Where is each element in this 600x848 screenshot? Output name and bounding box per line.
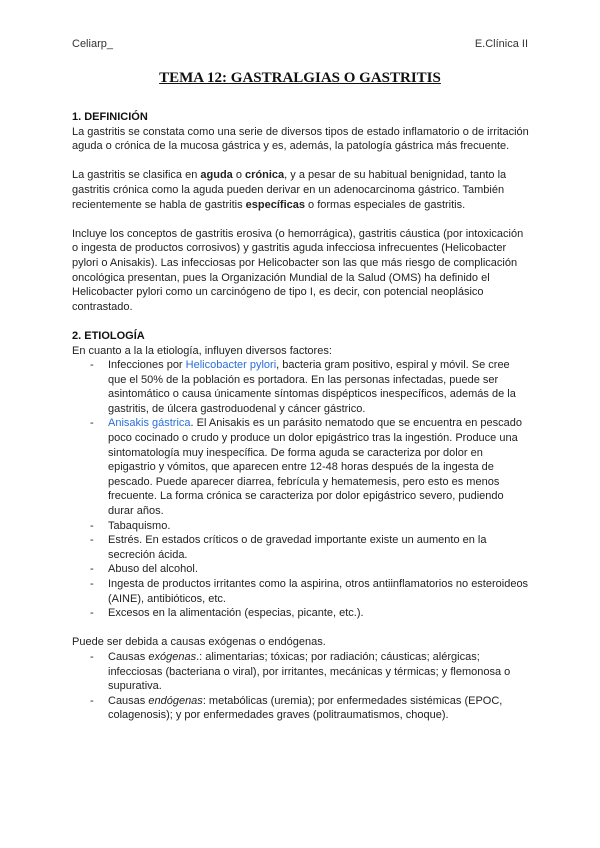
anisakis-link[interactable]: Anisakis gástrica: [108, 417, 191, 430]
list-item: [72, 533, 530, 562]
list-item: [72, 416, 530, 518]
text-span: .: alimentarias; tóxicas; por radiación; cáusticas; alérgicas; infecciosas (bacteriana o viral), por irritantes, mecánicas y térmicas; y flemonosa o supurativa.: [108, 650, 511, 693]
bold-term-cronica: crónica: [245, 169, 285, 182]
text-span: . El Anisakis es un parásito nematodo que se encuentra en pescado poco cocinado o crudo y produce un dolor epigástrico tras la ingestión. Produce una sintomatología muy inespecífica. De forma aguda se caracteriza por dolor en epigastrio y vómitos, que aparecen entre 12-48 horas después de la ingesta de pescado. Puede aparecer diarrea, febrícula y hematemesis, pero esto es menos frecuente. La forma crónica se caracteriza por dolor epigástrico severo, pudiendo durar años.: [108, 417, 522, 518]
definicion-paragraph-2: [72, 168, 530, 212]
etiologia-factor-list: [72, 358, 530, 621]
text-span: , bacteria gram positivo, espiral y móvil. Se cree que el 50% de la población es portadora. En las personas infectadas, puede ser asintomático o causa únicamente síntomas dispépticos inespecíficos, además de la gastritis, de úlcera gastroduodenal y cáncer gástrico.: [108, 359, 516, 415]
text-span: La gastritis se clasifica en: [72, 169, 201, 182]
dash-bullet: -: [90, 694, 94, 707]
text-span: o: [232, 169, 246, 182]
text-span: Infecciones por: [108, 359, 186, 372]
italic-term-endogenas: endógenas: [148, 694, 203, 707]
header-right: E.Clínica II: [474, 38, 528, 50]
bold-term-aguda: aguda: [200, 169, 233, 182]
text-span: o formas especiales de gastritis.: [304, 198, 466, 211]
document-title: TEMA 12: GASTRALGIAS O GASTRITIS: [159, 70, 441, 86]
definicion-paragraph-3: Incluye los conceptos de gastritis erosiva (o hemorrágica), gastritis cáustica (por intoxicación o ingesta de productos corrosivos) y gastritis aguda infecciosa infrecuentes (Helicobacter pylori o Anisakis). Las infecciosas por Helicobacter son las que más riesgo de complicación oncológica presentan, pues la Organización Mundial de la Salud (OMS) ha definido el Helicobacter pylori como un carcinógeno de tipo I, es decir, con potencial neoplásico contrastado.: [72, 227, 524, 313]
bold-term-especificas: específicas: [245, 198, 305, 211]
dash-bullet: -: [90, 359, 94, 372]
list-item: [72, 606, 530, 621]
text-span: Estrés. En estados críticos o de gravedad importante existe un aumento en la secreción ácida.: [108, 534, 487, 561]
list-item: [72, 358, 530, 416]
dash-bullet: -: [90, 578, 94, 590]
dash-bullet: -: [90, 534, 94, 547]
text-span: Tabaquismo.: [108, 519, 171, 532]
list-item: [72, 577, 530, 606]
etiologia-intro: En cuanto a la la etiología, influyen diversos factores:: [72, 344, 332, 357]
section-heading-definicion: 1. DEFINICIÓN: [72, 111, 148, 123]
section-heading-etiologia: 2. ETIOLOGÍA: [72, 329, 145, 342]
text-span: : metabólicas (uremia); por enfermedades sistémicas (EPOC, colagenosis); y por enfermedades graves (politraumatismos, choque).: [108, 694, 503, 722]
dash-bullet: -: [90, 519, 94, 532]
dash-bullet: -: [90, 417, 94, 430]
text-span: Causas: [108, 694, 149, 707]
header-left: Celiarp_: [72, 38, 113, 50]
definicion-paragraph-1: La gastritis se constata como una serie de diversos tipos de estado inflamatorio o de irritación aguda o crónica de la mucosa gástrica y es, además, la patología gástrica más frecuente.: [72, 125, 529, 153]
text-span: Abuso del alcohol.: [108, 563, 198, 576]
text-span: , y a pesar de su habitual benignidad, tanto la gastritis crónica como la aguda pueden derivar en un adenocarcinoma gástrico. También recientemente se habla de gastritis: [72, 169, 507, 211]
list-item: [72, 694, 530, 723]
dash-bullet: -: [90, 563, 94, 576]
text-span: Causas: [108, 650, 149, 663]
list-item: [72, 519, 530, 534]
text-span: Excesos en la alimentación (especias, picante, etc.).: [108, 607, 364, 620]
document-body: [72, 110, 530, 723]
causes-intro: Puede ser debida a causas exógenas o endógenas.: [72, 636, 326, 649]
text-span: Ingesta de productos irritantes como la aspirina, otros antiinflamatorios no esteroideos (AINE), antibióticos, etc.: [108, 578, 529, 605]
dash-bullet: -: [90, 650, 94, 663]
helicobacter-link[interactable]: Helicobacter pylori: [185, 359, 277, 372]
list-item: [72, 650, 530, 694]
italic-term-exogenas: exógenas: [148, 650, 197, 663]
causes-list: [72, 650, 530, 723]
dash-bullet: -: [90, 607, 94, 620]
list-item: [72, 562, 530, 577]
